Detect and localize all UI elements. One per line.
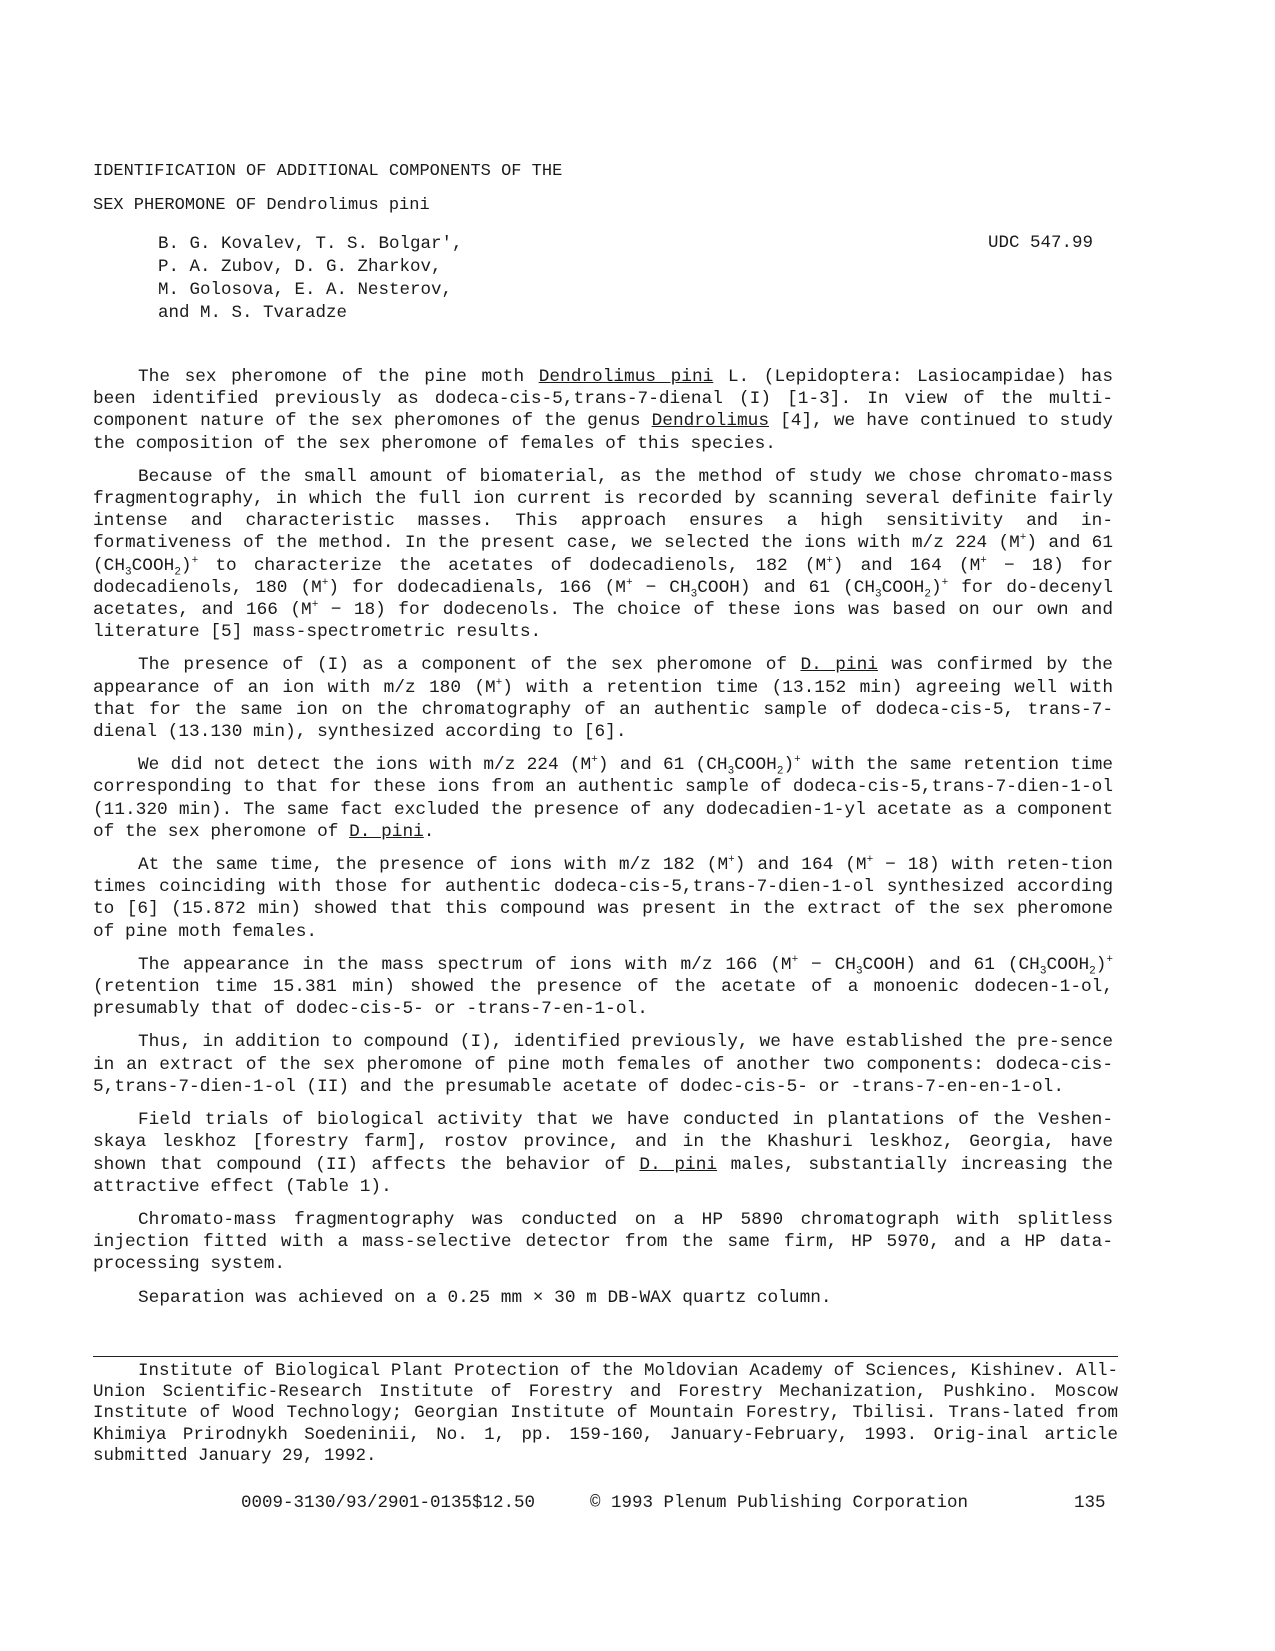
title-line-2: SEX PHEROMONE OF Dendrolimus pini [93, 196, 430, 215]
text-run: to characterize the acetates of dodecadienols, 182 (M [198, 555, 827, 576]
text-run: − 18) for dodecadienols, 180 (M [93, 555, 1113, 598]
superscript: + [625, 576, 633, 589]
text-run: [4], we have continued to study the composition of the sex pheromone of females of this species. [93, 411, 1113, 454]
article-body [93, 366, 1113, 1320]
text-run: ) with a retention time (13.152 min) agreeing well with that for the same ion on the chromatography of an authentic sample of dodeca-cis-5, trans-7-dienal (13.130 min), synthesized according to [6]. [93, 677, 1113, 743]
text-run: ) and 164 (M [734, 855, 867, 876]
author-line: M. Golosova, E. A. Nesterov, [158, 280, 453, 300]
text-run: COOH [1046, 954, 1090, 975]
journal-code: 0009-3130/93/2901-0135$12.50 [241, 1493, 536, 1513]
text-run: males, substantially increasing the attractive effect (Table 1). [93, 1154, 1113, 1197]
superscript: + [591, 754, 598, 767]
text-run: The sex pheromone of the pine moth [138, 367, 539, 387]
paragraph-5 [93, 854, 1113, 943]
text-run: for do-decenyl acetates, and 166 (M [93, 577, 1113, 621]
paragraph-1 [93, 366, 1113, 455]
text-run: The appearance in the mass spectrum of ions with m/z 166 (M [138, 954, 792, 975]
paragraph-3 [93, 654, 1113, 743]
subscript: 3 [855, 965, 863, 978]
text-run: − 18) for dodecenols. The choice of these ions was based on our own and literature [5] mass-spectrometric results. [93, 600, 1113, 643]
text-run: COOH) and 61 (CH [862, 954, 1040, 975]
superscript: + [866, 854, 874, 867]
title-line-1: IDENTIFICATION OF ADDITIONAL COMPONENTS OF THE [93, 162, 563, 181]
text-run: − CH [632, 577, 691, 598]
author-list [158, 233, 463, 325]
text-run: We did not detect the ions with m/z 224 (M [138, 755, 592, 776]
text-run: ) [930, 577, 942, 598]
paragraph-2 [93, 466, 1113, 644]
superscript: + [191, 554, 199, 567]
text-run: . [423, 821, 435, 842]
text-run: L. (Lepidoptera: Lasiocampidae) has been identified previously as dodeca-cis-5,trans-7-dienal (I) [1-3]. In view of the multi-component nature of the sex pheromones of the genus [93, 367, 1114, 432]
subscript: 2 [174, 566, 181, 579]
subscript: 3 [690, 588, 698, 601]
paragraph-9: Chromato-mass fragmentography was conducted on a HP 5890 chromatograph with splitless injection fitted with a mass-selective detector from the same firm, HP 5970, and a HP data-processing system. [93, 1209, 1113, 1275]
text-run: ) [1095, 954, 1107, 975]
text-run: − 18) with reten-tion times coinciding with those for authentic dodeca-cis-5,trans-7-dien-1-ol synthesized according to [6] (15.872 min) showed that this compound was present in the extract of the sex pheromone of pine moth females. [93, 855, 1113, 942]
text-run: − CH [798, 954, 856, 975]
footnote-text: Institute of Biological Plant Protection of the Moldovian Academy of Sciences, Kishinev. All-Union Scientific-Research Institute of Forestry and Forestry Mechanization, Pushkino. Moscow Institute of Wood Technology; Georgian Institute of Mountain Forestry, Tbilisi. Trans-lated from Khimiya Prirodnykh Soedeninii, No. 1, pp. 159-160, January-February, 1993. Orig-inal article submitted January 29, 1992. [93, 1361, 1118, 1466]
subscript: 3 [875, 588, 882, 601]
text-run: ) and 61 (CH [597, 755, 728, 776]
species-name: D. pini [800, 655, 878, 676]
text-run: ) and 164 (M [832, 555, 981, 576]
text-run: At the same time, the presence of ions with m/z 182 (M [138, 855, 729, 876]
subscript: 3 [125, 566, 132, 579]
footnote-divider [93, 1356, 1118, 1357]
text-run: ) [180, 555, 192, 576]
superscript: + [1106, 953, 1114, 966]
author-line: B. G. Kovalev, T. S. Bolgar', [158, 234, 463, 254]
text-run: was confirmed by the appearance of an ion with m/z 180 (M [93, 655, 1113, 698]
superscript: + [495, 676, 503, 689]
text-run: The presence of (I) as a component of the sex pheromone of [138, 655, 801, 676]
subscript: 2 [776, 765, 784, 778]
author-line: and M. S. Tvaradze [158, 303, 348, 323]
text-run: Field trials of biological activity that we have conducted in plantations of the Veshen-skaya leskhoz [forestry farm], rostov province, and in the Khashuri leskhoz, Georgia, have shown that compound (II) affects the behavior of [93, 1110, 1113, 1175]
superscript: + [941, 576, 949, 589]
paragraph-7: Thus, in addition to compound (I), identified previously, we have established the pre-sence in an extract of the sex pheromone of pine moth females of another two components: dodeca-cis-5,trans-7-dien-1-ol (II) and the presumable acetate of dodec-cis-5- or -trans-7-en-en-1-ol. [93, 1032, 1113, 1097]
species-name: D. pini [349, 821, 424, 842]
superscript: + [826, 554, 833, 567]
paragraph-4 [93, 754, 1113, 843]
subscript: 2 [1089, 965, 1096, 978]
superscript: + [1019, 532, 1027, 545]
text-run: COOH [881, 577, 925, 598]
paragraph-10: Separation was achieved on a 0.25 mm × 30 m DB-WAX quartz column. [138, 1287, 832, 1308]
genus-name: Dendrolimus [651, 411, 770, 432]
superscript: + [794, 754, 801, 767]
text-run: COOH [734, 755, 777, 776]
text-run: ) and 61 (CH [93, 533, 1113, 576]
subscript: 2 [924, 588, 931, 601]
paragraph-6 [93, 954, 1113, 1021]
author-line: P. A. Zubov, D. G. Zharkov, [158, 257, 442, 277]
superscript: + [980, 554, 987, 567]
paragraph-8 [93, 1109, 1113, 1198]
species-name: Dendrolimus pini [538, 367, 714, 387]
superscript: + [321, 576, 329, 589]
page-number: 135 [1074, 1493, 1106, 1513]
text-run: ) for dodecadienals, 166 (M [328, 577, 626, 598]
superscript: + [728, 854, 735, 867]
footnote [93, 1361, 1118, 1467]
text-run: COOH [131, 555, 175, 576]
subscript: 3 [1039, 965, 1047, 978]
text-run: Because of the small amount of biomaterial, as the method of study we chose chromato-mass fragmentography, in which the full ion current is recorded by scanning several definite fairly intense and characteristic masses. This approach ensures a high sensitivity and in-formativeness of the method. In the present case, we selected the ions with m/z 224 (M [93, 466, 1113, 554]
copyright-notice: © 1993 Plenum Publishing Corporation [590, 1493, 969, 1513]
text-run: ) [783, 755, 795, 776]
subscript: 3 [727, 765, 735, 778]
article-title [93, 155, 562, 223]
text-run: (retention time 15.381 min) showed the presence of the acetate of a monoenic dodecen-1-ol, presumably that of dodec-cis-5- or -trans-7-en-1-ol. [93, 977, 1113, 1020]
superscript: + [311, 599, 319, 612]
text-run: COOH) and 61 (CH [697, 577, 876, 598]
species-name: D. pini [639, 1154, 718, 1175]
superscript: + [791, 953, 799, 966]
text-run: with the same retention time corresponding to that for these ions from an authentic sample of dodeca-cis-5,trans-7-dien-1-ol (11.320 min). The same fact excluded the presence of any dodecadien-1-yl acetate as a component of the sex pheromone of [93, 755, 1113, 842]
udc-code: UDC 547.99 [988, 233, 1094, 253]
